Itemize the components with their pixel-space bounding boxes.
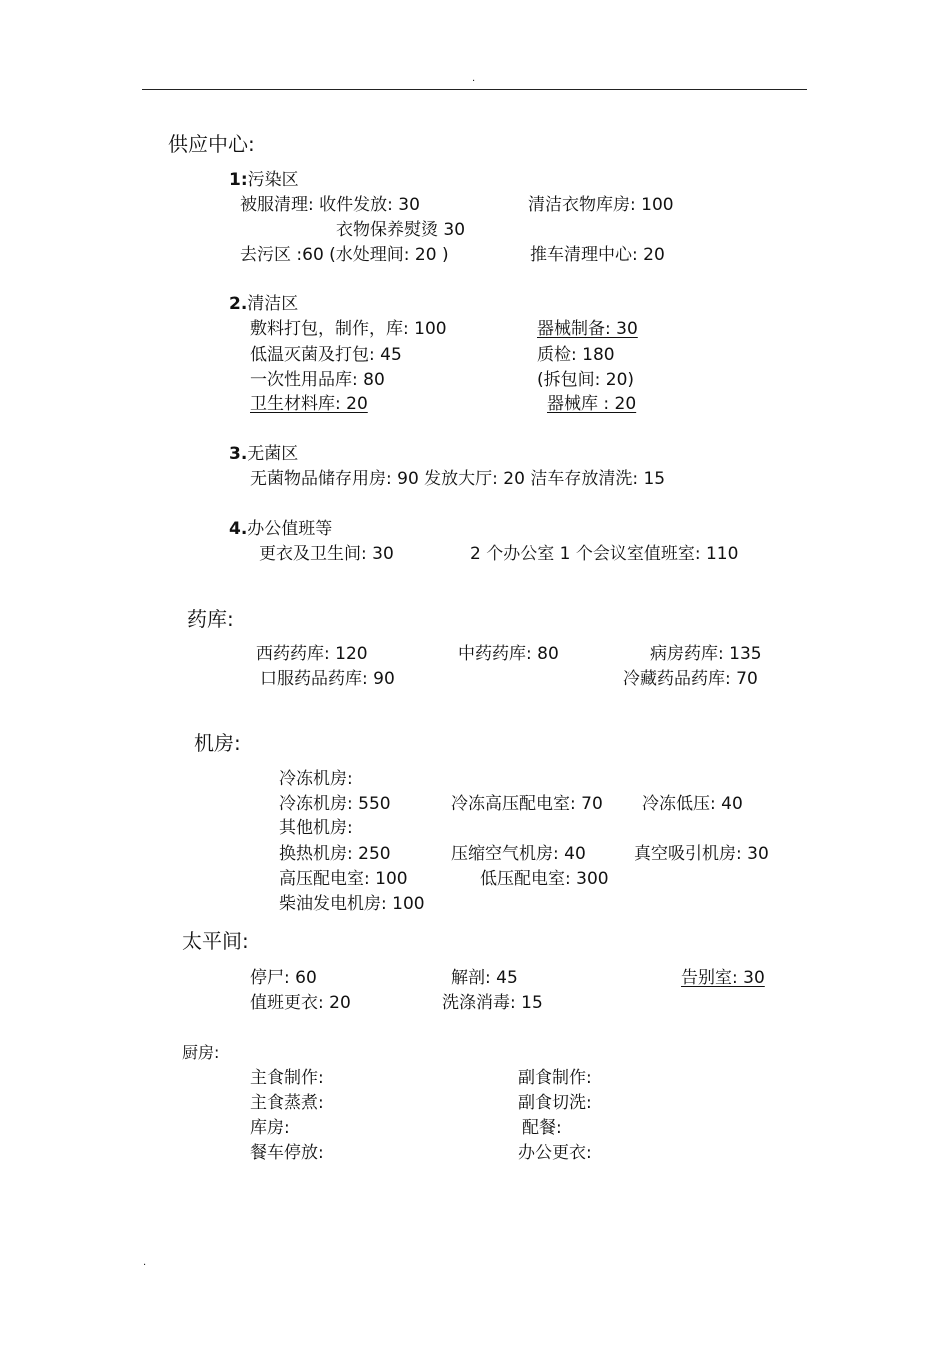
cart-parking: 餐车停放: [250, 1143, 324, 1163]
section-4-number: 4. [229, 519, 248, 539]
sterile-area-line: 无菌物品储存用房: 90 发放大厅: 20 洁车存放清洗: 15 [250, 469, 666, 489]
body-storage: 停尸: 60 [250, 968, 317, 988]
meal-serving: 配餐: [522, 1118, 562, 1138]
header-rule [142, 89, 807, 90]
header-dot: . [472, 73, 476, 84]
side-food-making: 副食制作: [518, 1068, 592, 1088]
sanitary-materials-store: 卫生材料库: 20 [250, 394, 368, 414]
ward-medicine-store: 病房药库: 135 [650, 644, 762, 664]
linen-ironing: 衣物保养熨烫 30 [336, 220, 466, 240]
section-2-label: 清洁区 [247, 294, 299, 314]
section-3-label: 无菌区 [247, 444, 299, 464]
quality-check: 质检: 180 [537, 345, 615, 365]
section-4-label: 办公值班等 [247, 519, 333, 539]
vacuum-room: 真空吸引机房: 30 [634, 844, 769, 864]
kitchen-title: 厨房: [182, 1043, 220, 1062]
wash-disinfect: 洗涤消毒: 15 [442, 993, 543, 1013]
dressing-packing: 敷料打包，制作，库: 100 [250, 319, 447, 339]
morgue-title: 太平间: [182, 929, 249, 953]
lv-distribution-room: 低压配电室: 300 [480, 869, 609, 889]
supply-center-title: 供应中心: [168, 132, 255, 156]
changing-toilet: 更衣及卫生间: 30 [259, 544, 394, 564]
section-1-label: 污染区 [247, 170, 299, 190]
low-temp-sterilization: 低温灭菌及打包: 45 [250, 345, 402, 365]
section-3-number: 3. [229, 444, 248, 464]
footer-dot: . [143, 1257, 147, 1268]
western-medicine-store: 西药药库: 120 [256, 644, 368, 664]
disposables-store: 一次性用品库: 80 [250, 370, 385, 390]
clean-linen-store: 清洁衣物库房: 100 [528, 195, 674, 215]
staple-food-making: 主食制作: [250, 1068, 324, 1088]
autopsy-room: 解剖: 45 [451, 968, 518, 988]
machine-room-title: 机房: [194, 731, 241, 755]
chinese-medicine-store: 中药药库: 80 [458, 644, 559, 664]
diesel-generator-room: 柴油发电机房: 100 [279, 894, 425, 914]
duty-changing: 值班更衣: 20 [250, 993, 351, 1013]
offices-meeting-duty: 2 个办公室 1 个会议室值班室: 110 [470, 544, 739, 564]
instrument-prep: 器械制备: 30 [537, 319, 638, 339]
side-food-cutting: 副食切洗: [518, 1093, 592, 1113]
staple-food-steaming: 主食蒸煮: [250, 1093, 324, 1113]
section-2-number: 2. [229, 294, 248, 314]
laundry-line: 被服清理: 收件发放: 30 [240, 195, 420, 215]
section-3-heading [229, 444, 298, 464]
chiller-room: 冷冻机房: 550 [279, 794, 391, 814]
heat-exchange-room: 换热机房: 250 [279, 844, 391, 864]
chiller-hv-room: 冷冻高压配电室: 70 [451, 794, 603, 814]
decontamination-line: 去污区 :60 (水处理间: 20 ) [240, 245, 449, 265]
instrument-store: 器械库 : 20 [547, 394, 637, 414]
unpacking-room: (拆包间: 20) [537, 370, 635, 390]
kitchen-store: 库房: [250, 1118, 290, 1138]
section-2-heading [229, 294, 298, 314]
section-4-heading [229, 519, 332, 539]
hv-distribution-room: 高压配电室: 100 [279, 869, 408, 889]
section-1-heading [229, 170, 299, 190]
oral-medicine-store: 口服药品药库: 90 [260, 669, 395, 689]
farewell-room: 告别室: 30 [681, 968, 765, 988]
other-rooms-heading: 其他机房: [279, 818, 353, 838]
chiller-room-heading: 冷冻机房: [279, 769, 353, 789]
compressed-air-room: 压缩空气机房: 40 [451, 844, 586, 864]
pharmacy-title: 药库: [187, 607, 234, 631]
office-changing: 办公更衣: [518, 1143, 592, 1163]
refrigerated-medicine-store: 冷藏药品药库: 70 [623, 669, 758, 689]
cart-cleaning: 推车清理中心: 20 [530, 245, 665, 265]
chiller-lv: 冷冻低压: 40 [642, 794, 743, 814]
section-1-number: 1: [229, 170, 248, 190]
